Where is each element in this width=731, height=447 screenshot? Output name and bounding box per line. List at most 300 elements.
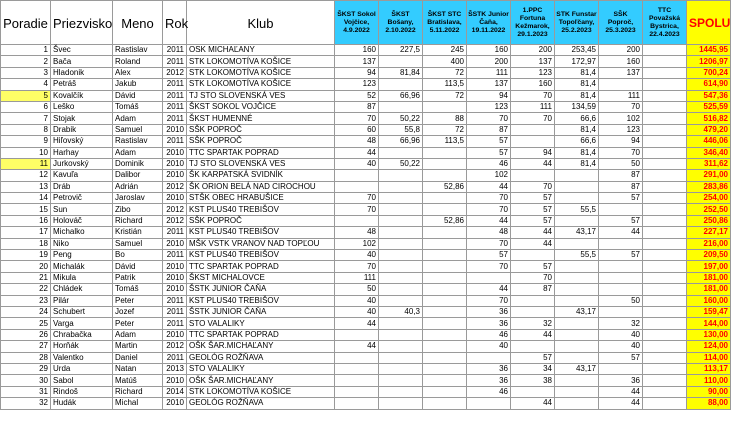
- surname-cell[interactable]: Harhay: [51, 147, 113, 158]
- first-name-cell[interactable]: Kristián: [113, 227, 163, 238]
- score-cell-event-4[interactable]: 70: [467, 261, 511, 272]
- score-cell-event-6[interactable]: [555, 352, 599, 363]
- score-cell-event-6[interactable]: [555, 261, 599, 272]
- total-cell[interactable]: 254,00: [687, 193, 731, 204]
- score-cell-event-6[interactable]: [555, 398, 599, 409]
- score-cell-event-6[interactable]: [555, 329, 599, 340]
- year-cell[interactable]: 2011: [163, 79, 187, 90]
- first-name-cell[interactable]: Richard: [113, 386, 163, 397]
- score-cell-event-4[interactable]: 102: [467, 170, 511, 181]
- score-cell-event-2[interactable]: [379, 101, 423, 112]
- score-cell-event-1[interactable]: 70: [335, 261, 379, 272]
- score-cell-event-8[interactable]: [643, 90, 687, 101]
- rank-cell[interactable]: 29: [1, 363, 51, 374]
- score-cell-event-4[interactable]: 44: [467, 284, 511, 295]
- score-cell-event-7[interactable]: 40: [599, 329, 643, 340]
- rank-cell[interactable]: 25: [1, 318, 51, 329]
- score-cell-event-5[interactable]: 57: [511, 261, 555, 272]
- score-cell-event-1[interactable]: 60: [335, 124, 379, 135]
- total-cell[interactable]: 252,50: [687, 204, 731, 215]
- total-cell[interactable]: 181,00: [687, 272, 731, 283]
- first-name-cell[interactable]: Adam: [113, 329, 163, 340]
- first-name-cell[interactable]: Daniel: [113, 352, 163, 363]
- score-cell-event-4[interactable]: 36: [467, 318, 511, 329]
- rank-cell[interactable]: 1: [1, 45, 51, 56]
- club-cell[interactable]: ŠKST SOKOL VOJČICE: [187, 101, 335, 112]
- score-cell-event-5[interactable]: 87: [511, 284, 555, 295]
- score-cell-event-5[interactable]: [511, 386, 555, 397]
- score-cell-event-4[interactable]: 70: [467, 295, 511, 306]
- col-meno-header[interactable]: Meno: [113, 1, 163, 45]
- score-cell-event-2[interactable]: [379, 363, 423, 374]
- surname-cell[interactable]: Mikula: [51, 272, 113, 283]
- score-cell-event-2[interactable]: 66,96: [379, 136, 423, 147]
- score-cell-event-3[interactable]: [423, 250, 467, 261]
- surname-cell[interactable]: Hiľovský: [51, 136, 113, 147]
- total-cell[interactable]: 516,82: [687, 113, 731, 124]
- score-cell-event-3[interactable]: [423, 272, 467, 283]
- score-cell-event-7[interactable]: [599, 204, 643, 215]
- score-cell-event-3[interactable]: [423, 318, 467, 329]
- score-cell-event-3[interactable]: 72: [423, 90, 467, 101]
- score-cell-event-4[interactable]: 46: [467, 158, 511, 169]
- surname-cell[interactable]: Švec: [51, 45, 113, 56]
- club-cell[interactable]: STŠK OBEC HRABUŠICE: [187, 193, 335, 204]
- rank-cell[interactable]: 8: [1, 124, 51, 135]
- year-cell[interactable]: 2010: [163, 193, 187, 204]
- score-cell-event-4[interactable]: 94: [467, 90, 511, 101]
- score-cell-event-3[interactable]: 72: [423, 124, 467, 135]
- surname-cell[interactable]: Schubert: [51, 306, 113, 317]
- club-cell[interactable]: ŠK KARPATSKÁ SVIDNÍK: [187, 170, 335, 181]
- score-cell-event-5[interactable]: 70: [511, 113, 555, 124]
- score-cell-event-5[interactable]: 200: [511, 45, 555, 56]
- total-cell[interactable]: 1206,97: [687, 56, 731, 67]
- score-cell-event-1[interactable]: 70: [335, 204, 379, 215]
- col-priezvisko-header[interactable]: Priezvisko: [51, 1, 113, 45]
- year-cell[interactable]: 2010: [163, 124, 187, 135]
- club-cell[interactable]: KST PLUS40 TREBIŠOV: [187, 295, 335, 306]
- club-cell[interactable]: ŠKST MICHALOVCE: [187, 272, 335, 283]
- score-cell-event-1[interactable]: 52: [335, 90, 379, 101]
- first-name-cell[interactable]: Jakub: [113, 79, 163, 90]
- surname-cell[interactable]: Hudák: [51, 398, 113, 409]
- total-cell[interactable]: 110,00: [687, 375, 731, 386]
- score-cell-event-5[interactable]: 44: [511, 227, 555, 238]
- year-cell[interactable]: 2012: [163, 204, 187, 215]
- score-cell-event-7[interactable]: 160: [599, 56, 643, 67]
- rank-cell[interactable]: 32: [1, 398, 51, 409]
- score-cell-event-8[interactable]: [643, 215, 687, 226]
- year-cell[interactable]: 2012: [163, 341, 187, 352]
- col-event-7-header[interactable]: SŠK Poproč, 25.3.2023: [599, 1, 643, 45]
- rank-cell[interactable]: 16: [1, 215, 51, 226]
- year-cell[interactable]: 2011: [163, 90, 187, 101]
- score-cell-event-2[interactable]: [379, 193, 423, 204]
- score-cell-event-5[interactable]: 57: [511, 204, 555, 215]
- score-cell-event-2[interactable]: 40,3: [379, 306, 423, 317]
- score-cell-event-8[interactable]: [643, 56, 687, 67]
- score-cell-event-4[interactable]: 57: [467, 136, 511, 147]
- club-cell[interactable]: SŠK POPROČ: [187, 124, 335, 135]
- score-cell-event-6[interactable]: [555, 272, 599, 283]
- year-cell[interactable]: 2012: [163, 181, 187, 192]
- col-poradie-header[interactable]: Poradie: [1, 1, 51, 45]
- col-rok-header[interactable]: Rok: [163, 1, 187, 45]
- total-cell[interactable]: 114,00: [687, 352, 731, 363]
- first-name-cell[interactable]: Richard: [113, 215, 163, 226]
- score-cell-event-8[interactable]: [643, 227, 687, 238]
- score-cell-event-6[interactable]: 134,59: [555, 101, 599, 112]
- col-event-6-header[interactable]: STK Funstar Topoľčany, 25.2.2023: [555, 1, 599, 45]
- score-cell-event-2[interactable]: 55,8: [379, 124, 423, 135]
- score-cell-event-6[interactable]: 81,4: [555, 90, 599, 101]
- score-cell-event-2[interactable]: [379, 227, 423, 238]
- rank-cell[interactable]: 27: [1, 341, 51, 352]
- club-cell[interactable]: STK LOKOMOTÍVA KOŠICE: [187, 79, 335, 90]
- score-cell-event-6[interactable]: 81,4: [555, 67, 599, 78]
- score-cell-event-7[interactable]: 123: [599, 124, 643, 135]
- score-cell-event-5[interactable]: [511, 341, 555, 352]
- score-cell-event-2[interactable]: [379, 272, 423, 283]
- total-cell[interactable]: 346,40: [687, 147, 731, 158]
- first-name-cell[interactable]: Roland: [113, 56, 163, 67]
- score-cell-event-2[interactable]: 227,5: [379, 45, 423, 56]
- first-name-cell[interactable]: Samuel: [113, 124, 163, 135]
- score-cell-event-8[interactable]: [643, 79, 687, 90]
- score-cell-event-6[interactable]: [555, 386, 599, 397]
- score-cell-event-1[interactable]: 44: [335, 147, 379, 158]
- score-cell-event-5[interactable]: 44: [511, 329, 555, 340]
- total-cell[interactable]: 159,47: [687, 306, 731, 317]
- score-cell-event-3[interactable]: 400: [423, 56, 467, 67]
- total-cell[interactable]: 446,06: [687, 136, 731, 147]
- rank-cell[interactable]: 17: [1, 227, 51, 238]
- score-cell-event-1[interactable]: 123: [335, 79, 379, 90]
- rank-cell[interactable]: 19: [1, 250, 51, 261]
- club-cell[interactable]: KST PLUS40 TREBIŠOV: [187, 204, 335, 215]
- score-cell-event-7[interactable]: 102: [599, 113, 643, 124]
- score-cell-event-1[interactable]: [335, 398, 379, 409]
- surname-cell[interactable]: Rindoš: [51, 386, 113, 397]
- score-cell-event-7[interactable]: 57: [599, 215, 643, 226]
- score-cell-event-6[interactable]: 55,5: [555, 204, 599, 215]
- col-klub-header[interactable]: Klub: [187, 1, 335, 45]
- surname-cell[interactable]: Niko: [51, 238, 113, 249]
- score-cell-event-7[interactable]: 32: [599, 318, 643, 329]
- score-cell-event-8[interactable]: [643, 67, 687, 78]
- total-cell[interactable]: 124,00: [687, 341, 731, 352]
- score-cell-event-5[interactable]: 70: [511, 272, 555, 283]
- score-cell-event-7[interactable]: [599, 363, 643, 374]
- score-cell-event-4[interactable]: 36: [467, 375, 511, 386]
- score-cell-event-8[interactable]: [643, 306, 687, 317]
- score-cell-event-7[interactable]: 87: [599, 170, 643, 181]
- year-cell[interactable]: 2010: [163, 261, 187, 272]
- score-cell-event-8[interactable]: [643, 375, 687, 386]
- score-cell-event-8[interactable]: [643, 101, 687, 112]
- score-cell-event-3[interactable]: [423, 238, 467, 249]
- first-name-cell[interactable]: Peter: [113, 318, 163, 329]
- score-cell-event-7[interactable]: 44: [599, 386, 643, 397]
- score-cell-event-8[interactable]: [643, 284, 687, 295]
- score-cell-event-2[interactable]: 50,22: [379, 113, 423, 124]
- surname-cell[interactable]: Hladonik: [51, 67, 113, 78]
- score-cell-event-4[interactable]: 137: [467, 79, 511, 90]
- first-name-cell[interactable]: Bo: [113, 250, 163, 261]
- score-cell-event-8[interactable]: [643, 170, 687, 181]
- surname-cell[interactable]: Stojak: [51, 113, 113, 124]
- club-cell[interactable]: KST PLUS40 TREBIŠOV: [187, 250, 335, 261]
- score-cell-event-3[interactable]: 245: [423, 45, 467, 56]
- first-name-cell[interactable]: Michal: [113, 398, 163, 409]
- surname-cell[interactable]: Varga: [51, 318, 113, 329]
- score-cell-event-5[interactable]: 38: [511, 375, 555, 386]
- score-cell-event-7[interactable]: 50: [599, 158, 643, 169]
- score-cell-event-3[interactable]: [423, 204, 467, 215]
- score-cell-event-1[interactable]: [335, 170, 379, 181]
- score-cell-event-7[interactable]: 44: [599, 398, 643, 409]
- year-cell[interactable]: 2010: [163, 170, 187, 181]
- score-cell-event-1[interactable]: 111: [335, 272, 379, 283]
- score-cell-event-7[interactable]: 50: [599, 295, 643, 306]
- score-cell-event-3[interactable]: [423, 363, 467, 374]
- rank-cell[interactable]: 28: [1, 352, 51, 363]
- score-cell-event-8[interactable]: [643, 386, 687, 397]
- total-cell[interactable]: 291,00: [687, 170, 731, 181]
- score-cell-event-6[interactable]: [555, 375, 599, 386]
- score-cell-event-8[interactable]: [643, 204, 687, 215]
- score-cell-event-8[interactable]: [643, 272, 687, 283]
- total-cell[interactable]: 250,86: [687, 215, 731, 226]
- total-cell[interactable]: 479,20: [687, 124, 731, 135]
- score-cell-event-4[interactable]: 70: [467, 193, 511, 204]
- score-cell-event-2[interactable]: [379, 375, 423, 386]
- score-cell-event-2[interactable]: [379, 386, 423, 397]
- total-cell[interactable]: 1445,95: [687, 45, 731, 56]
- score-cell-event-5[interactable]: [511, 136, 555, 147]
- score-cell-event-5[interactable]: 44: [511, 398, 555, 409]
- first-name-cell[interactable]: Samuel: [113, 238, 163, 249]
- first-name-cell[interactable]: Matúš: [113, 375, 163, 386]
- first-name-cell[interactable]: Dávid: [113, 261, 163, 272]
- score-cell-event-7[interactable]: 57: [599, 250, 643, 261]
- score-cell-event-4[interactable]: 57: [467, 250, 511, 261]
- score-cell-event-6[interactable]: [555, 193, 599, 204]
- club-cell[interactable]: SŠK POPROČ: [187, 136, 335, 147]
- score-cell-event-3[interactable]: 88: [423, 113, 467, 124]
- surname-cell[interactable]: Kavuľa: [51, 170, 113, 181]
- score-cell-event-2[interactable]: [379, 250, 423, 261]
- surname-cell[interactable]: Pilár: [51, 295, 113, 306]
- score-cell-event-3[interactable]: [423, 158, 467, 169]
- club-cell[interactable]: STK LOKOMOTÍVA KOŠICE: [187, 67, 335, 78]
- rank-cell[interactable]: 22: [1, 284, 51, 295]
- first-name-cell[interactable]: Dominik: [113, 158, 163, 169]
- score-cell-event-4[interactable]: 70: [467, 238, 511, 249]
- year-cell[interactable]: 2011: [163, 227, 187, 238]
- score-cell-event-2[interactable]: [379, 341, 423, 352]
- score-cell-event-2[interactable]: [379, 147, 423, 158]
- score-cell-event-4[interactable]: 57: [467, 147, 511, 158]
- year-cell[interactable]: 2012: [163, 215, 187, 226]
- score-cell-event-1[interactable]: [335, 375, 379, 386]
- score-cell-event-8[interactable]: [643, 352, 687, 363]
- surname-cell[interactable]: Michalák: [51, 261, 113, 272]
- score-cell-event-2[interactable]: 66,96: [379, 90, 423, 101]
- score-cell-event-3[interactable]: [423, 329, 467, 340]
- club-cell[interactable]: STK LOKOMOTÍVA KOŠICE: [187, 386, 335, 397]
- year-cell[interactable]: 2012: [163, 67, 187, 78]
- score-cell-event-4[interactable]: 70: [467, 204, 511, 215]
- score-cell-event-6[interactable]: 81,4: [555, 124, 599, 135]
- total-cell[interactable]: 88,00: [687, 398, 731, 409]
- score-cell-event-6[interactable]: [555, 295, 599, 306]
- score-cell-event-3[interactable]: [423, 284, 467, 295]
- club-cell[interactable]: OŠK ŠAR.MICHAĽANY: [187, 375, 335, 386]
- rank-cell[interactable]: 2: [1, 56, 51, 67]
- total-cell[interactable]: 209,50: [687, 250, 731, 261]
- score-cell-event-7[interactable]: 200: [599, 45, 643, 56]
- rank-cell[interactable]: 11: [1, 158, 51, 169]
- score-cell-event-7[interactable]: [599, 284, 643, 295]
- rank-cell[interactable]: 7: [1, 113, 51, 124]
- score-cell-event-3[interactable]: [423, 295, 467, 306]
- score-cell-event-5[interactable]: 32: [511, 318, 555, 329]
- score-cell-event-6[interactable]: 81,4: [555, 158, 599, 169]
- year-cell[interactable]: 2011: [163, 352, 187, 363]
- score-cell-event-2[interactable]: 50,22: [379, 158, 423, 169]
- first-name-cell[interactable]: Dalibor: [113, 170, 163, 181]
- total-cell[interactable]: 197,00: [687, 261, 731, 272]
- score-cell-event-1[interactable]: [335, 363, 379, 374]
- score-cell-event-3[interactable]: [423, 398, 467, 409]
- total-cell[interactable]: 227,17: [687, 227, 731, 238]
- score-cell-event-1[interactable]: [335, 329, 379, 340]
- col-event-2-header[interactable]: ŠKST Bošany, 2.10.2022: [379, 1, 423, 45]
- first-name-cell[interactable]: Zibo: [113, 204, 163, 215]
- year-cell[interactable]: 2014: [163, 386, 187, 397]
- score-cell-event-6[interactable]: [555, 318, 599, 329]
- score-cell-event-1[interactable]: 48: [335, 136, 379, 147]
- score-cell-event-3[interactable]: [423, 352, 467, 363]
- score-cell-event-4[interactable]: 46: [467, 386, 511, 397]
- surname-cell[interactable]: Peng: [51, 250, 113, 261]
- score-cell-event-5[interactable]: 111: [511, 101, 555, 112]
- club-cell[interactable]: TTC SPARTAK POPRAD: [187, 261, 335, 272]
- club-cell[interactable]: STO VALALIKY: [187, 318, 335, 329]
- year-cell[interactable]: 2010: [163, 398, 187, 409]
- score-cell-event-7[interactable]: [599, 306, 643, 317]
- score-cell-event-2[interactable]: [379, 170, 423, 181]
- club-cell[interactable]: MŠK VSTK VRANOV NAD TOPĽOU: [187, 238, 335, 249]
- rank-cell[interactable]: 20: [1, 261, 51, 272]
- club-cell[interactable]: STO VALALIKY: [187, 363, 335, 374]
- club-cell[interactable]: GEOLÓG ROŽŇAVA: [187, 352, 335, 363]
- first-name-cell[interactable]: Jozef: [113, 306, 163, 317]
- club-cell[interactable]: SŠK POPROČ: [187, 215, 335, 226]
- score-cell-event-5[interactable]: 44: [511, 158, 555, 169]
- score-cell-event-1[interactable]: 94: [335, 67, 379, 78]
- surname-cell[interactable]: Petrovič: [51, 193, 113, 204]
- rank-cell[interactable]: 4: [1, 79, 51, 90]
- year-cell[interactable]: 2011: [163, 56, 187, 67]
- total-cell[interactable]: 216,00: [687, 238, 731, 249]
- score-cell-event-1[interactable]: [335, 215, 379, 226]
- total-cell[interactable]: 90,00: [687, 386, 731, 397]
- score-cell-event-8[interactable]: [643, 341, 687, 352]
- club-cell[interactable]: STK LOKOMOTÍVA KOŠICE: [187, 56, 335, 67]
- year-cell[interactable]: 2011: [163, 113, 187, 124]
- score-cell-event-7[interactable]: 70: [599, 101, 643, 112]
- total-cell[interactable]: 547,36: [687, 90, 731, 101]
- score-cell-event-4[interactable]: 70: [467, 113, 511, 124]
- total-cell[interactable]: 700,24: [687, 67, 731, 78]
- score-cell-event-8[interactable]: [643, 113, 687, 124]
- score-cell-event-1[interactable]: 40: [335, 158, 379, 169]
- club-cell[interactable]: TJ STO SLOVENSKÁ VES: [187, 90, 335, 101]
- score-cell-event-3[interactable]: [423, 170, 467, 181]
- first-name-cell[interactable]: Peter: [113, 295, 163, 306]
- year-cell[interactable]: 2011: [163, 136, 187, 147]
- score-cell-event-1[interactable]: 87: [335, 101, 379, 112]
- score-cell-event-4[interactable]: 36: [467, 363, 511, 374]
- score-cell-event-4[interactable]: 44: [467, 215, 511, 226]
- score-cell-event-1[interactable]: 70: [335, 193, 379, 204]
- score-cell-event-1[interactable]: 48: [335, 227, 379, 238]
- score-cell-event-3[interactable]: 72: [423, 67, 467, 78]
- score-cell-event-2[interactable]: [379, 215, 423, 226]
- score-cell-event-2[interactable]: [379, 181, 423, 192]
- score-cell-event-2[interactable]: [379, 295, 423, 306]
- total-cell[interactable]: 160,00: [687, 295, 731, 306]
- rank-cell[interactable]: 13: [1, 181, 51, 192]
- total-cell[interactable]: 144,00: [687, 318, 731, 329]
- score-cell-event-6[interactable]: [555, 341, 599, 352]
- score-cell-event-5[interactable]: 44: [511, 238, 555, 249]
- rank-cell[interactable]: 6: [1, 101, 51, 112]
- year-cell[interactable]: 2010: [163, 158, 187, 169]
- score-cell-event-6[interactable]: [555, 238, 599, 249]
- score-cell-event-8[interactable]: [643, 193, 687, 204]
- score-cell-event-2[interactable]: [379, 79, 423, 90]
- first-name-cell[interactable]: Alex: [113, 67, 163, 78]
- score-cell-event-7[interactable]: [599, 272, 643, 283]
- club-cell[interactable]: TJ STO SLOVENSKÁ VES: [187, 158, 335, 169]
- total-cell[interactable]: 283,86: [687, 181, 731, 192]
- score-cell-event-7[interactable]: 137: [599, 67, 643, 78]
- surname-cell[interactable]: Horňák: [51, 341, 113, 352]
- score-cell-event-4[interactable]: 48: [467, 227, 511, 238]
- total-cell[interactable]: 181,00: [687, 284, 731, 295]
- score-cell-event-1[interactable]: 70: [335, 113, 379, 124]
- score-cell-event-2[interactable]: [379, 318, 423, 329]
- score-cell-event-5[interactable]: 137: [511, 56, 555, 67]
- score-cell-event-3[interactable]: [423, 306, 467, 317]
- score-cell-event-4[interactable]: [467, 352, 511, 363]
- total-cell[interactable]: 130,00: [687, 329, 731, 340]
- score-cell-event-6[interactable]: 81,4: [555, 79, 599, 90]
- score-cell-event-6[interactable]: [555, 215, 599, 226]
- score-cell-event-8[interactable]: [643, 158, 687, 169]
- score-cell-event-6[interactable]: 172,97: [555, 56, 599, 67]
- first-name-cell[interactable]: Jaroslav: [113, 193, 163, 204]
- club-cell[interactable]: ŠK ORION BELÁ NAD CIROCHOU: [187, 181, 335, 192]
- surname-cell[interactable]: Chládek: [51, 284, 113, 295]
- score-cell-event-5[interactable]: 34: [511, 363, 555, 374]
- score-cell-event-2[interactable]: [379, 352, 423, 363]
- score-cell-event-8[interactable]: [643, 318, 687, 329]
